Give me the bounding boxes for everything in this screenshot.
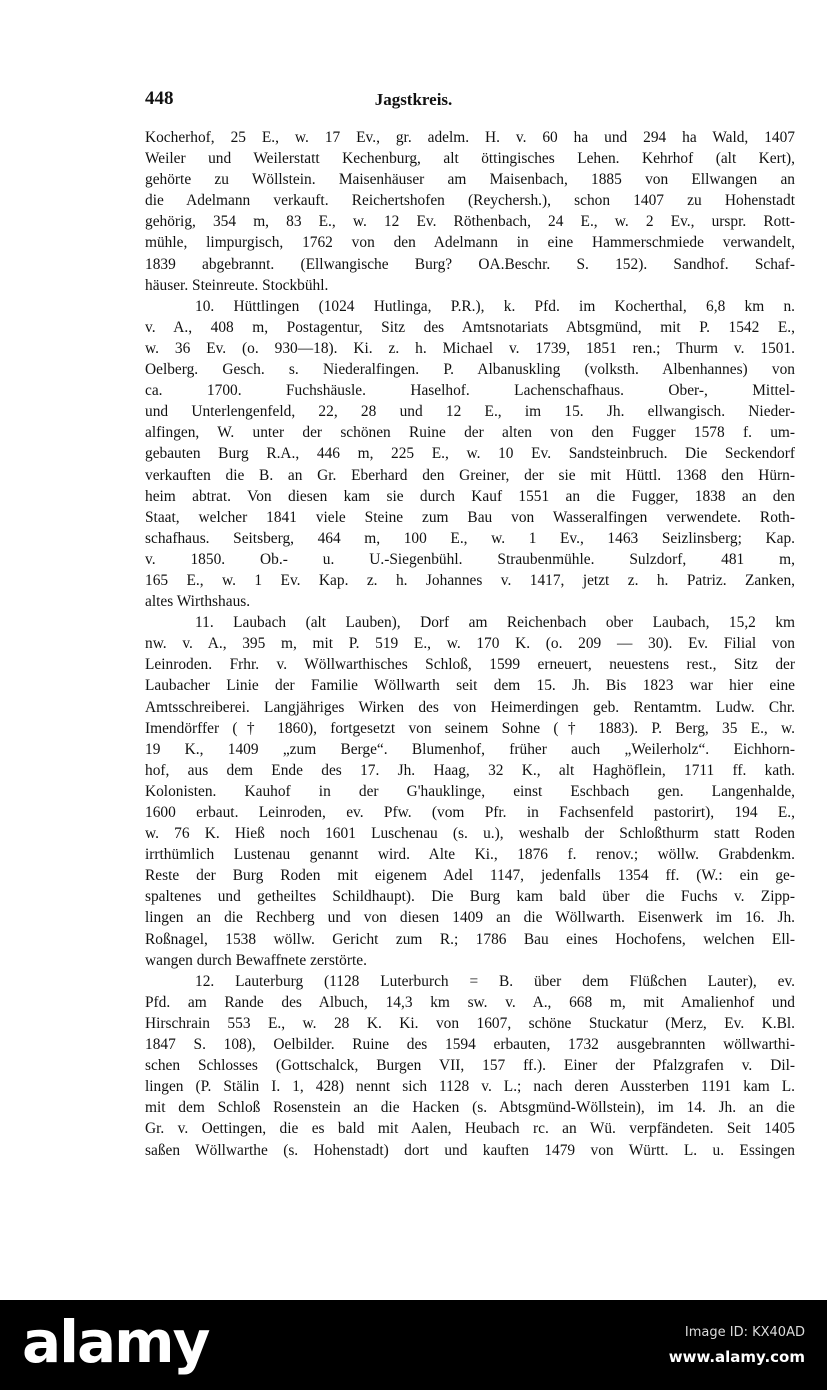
- text-line: Kocherhof, 25 E., w. 17 Ev., gr. adelm. H. v. 60 ha und 294 ha Wald, 1407: [145, 129, 795, 146]
- text-line: w. 76 K. Hieß noch 1601 Luschenau (s. u.), weshalb der Schloßthurm statt Roden: [145, 825, 795, 843]
- text-line: w. 36 Ev. (o. 930—18). Ki. z. h. Michael v. 1739, 1851 ren.; Thurm v. 1501.: [145, 339, 795, 357]
- body-text: [145, 127, 795, 1161]
- paragraph: [145, 127, 795, 296]
- text-line: Imendörffer († 1860), fortgesetzt von seinem Sohne († 1883). P. Berg, 35 E., w.: [145, 719, 795, 737]
- text-line: v. 1850. Ob.- u. U.-Siegenbühl. Straubenmühle. Sulzdorf, 481 m,: [145, 550, 795, 568]
- paragraph: [145, 971, 795, 1161]
- image-id-label: Image ID: KX40AD: [684, 1325, 805, 1340]
- page-number: 448: [145, 88, 174, 109]
- text-line: schafhaus. Seitsberg, 464 m, 100 E., w. 1 Ev., 1463 Seizlinsberg; Kap.: [145, 529, 795, 547]
- text-line: gehörig, 354 m, 83 E., w. 12 Ev. Röthenbach, 24 E., w. 2 Ev., urspr. Rott-: [145, 213, 795, 231]
- text-line: Pfd. am Rande des Albuch, 14,3 km sw. v. A., 668 m, mit Amalienhof und: [145, 993, 795, 1011]
- text-line: mit dem Schloß Rosenstein an die Hacken (s. Abtsgmünd-Wöllstein), im 14. Jh. an die: [145, 1099, 795, 1117]
- text-line: gebauten Burg R.A., 446 m, 225 E., w. 10 Ev. Sandsteinbruch. Die Seckendorf: [145, 445, 795, 463]
- text-line: Laubacher Linie der Familie Wöllwarth seit dem 15. Jh. Bis 1823 war hier eine: [145, 677, 795, 695]
- watermark-bar: [0, 1300, 827, 1390]
- text-line: lingen (P. Stälin I. 1, 428) nennt sich 1128 v. L.; nach deren Aussterben 1191 kam L.: [145, 1078, 795, 1096]
- text-line: 19 K., 1409 „zum Berge“. Blumenhof, früher auch „Weilerholz“. Eichhorn-: [145, 740, 795, 758]
- text-line: altes Wirthshaus.: [145, 593, 251, 611]
- text-line: Reste der Burg Roden mit eigenem Adel 1147, jedenfalls 1354 ff. (W.: ein ge-: [145, 867, 795, 885]
- text-line: hof, aus dem Ende des 17. Jh. Haag, 32 K., alt Haghöflein, 1711 ff. kath.: [145, 761, 795, 779]
- text-line: Staat, welcher 1841 viele Steine zum Bau von Wasseralfingen verwendete. Roth-: [145, 508, 795, 526]
- text-line: 11. Laubach (alt Lauben), Dorf am Reichenbach ober Laubach, 15,2 km: [195, 614, 795, 632]
- text-line: 1839 abgebrannt. (Ellwangische Burg? OA.Beschr. S. 152). Sandhof. Schaf-: [145, 255, 795, 273]
- paragraph: [145, 296, 795, 612]
- text-line: Leinroden. Frhr. v. Wöllwarthisches Schloß, 1599 erneuert, neuestens rest., Sitz der: [145, 656, 795, 674]
- text-line: saßen Wöllwarthe (s. Hohenstadt) dort und kauften 1479 von Württ. L. u. Essingen: [145, 1141, 795, 1159]
- text-line: Oelberg. Gesch. s. Niederalfingen. P. Albanuskling (volksth. Albenhannes) von: [145, 361, 795, 379]
- text-line: ca. 1700. Fuchshäusle. Haselhof. Lachenschafhaus. Ober-, Mittel-: [145, 382, 795, 400]
- text-line: Hirschrain 553 E., w. 28 K. Ki. von 1607, schöne Stuckatur (Merz, Ev. K.Bl.: [145, 1014, 795, 1032]
- alamy-logo: alamy: [22, 1308, 209, 1376]
- text-line: verkauften die B. an Gr. Eberhard den Greiner, der sie mit Hüttl. 1368 den Hürn-: [145, 466, 795, 484]
- text-line: alfingen, W. unter der schönen Ruine der alten von den Fugger 1578 f. um-: [145, 424, 795, 442]
- text-line: 1600 erbaut. Leinroden, ev. Pfw. (vom Pfr. in Fachsenfeld pastorirt), 194 E.,: [145, 804, 795, 821]
- text-line: schen Schlosses (Gottschalck, Burgen VII, 157 ff.). Einer der Pfalzgrafen v. Dil-: [145, 1057, 795, 1075]
- text-line: 165 E., w. 1 Ev. Kap. z. h. Johannes v. 1417, jetzt z. h. Patriz. Zanken,: [145, 571, 795, 589]
- paragraph: [145, 612, 795, 971]
- text-line: heim abtrat. Von diesen kam sie durch Kauf 1551 an die Fugger, 1838 an den: [145, 487, 795, 505]
- text-line: häuser. Steinreute. Stockbühl.: [145, 276, 329, 294]
- text-line: Amtsschreiberei. Langjähriges Wirken des von Heimerdingen geb. Rentamtm. Ludw. Chr.: [145, 698, 795, 716]
- text-line: Gr. v. Oettingen, die es bald mit Aalen, Heubach rc. an Wü. verpfändeten. Seit 1405: [145, 1120, 795, 1138]
- text-line: spaltenes und getheiltes Schildhaupt). Die Burg kam bald über die Fuchs v. Zipp-: [145, 888, 795, 906]
- text-line: und Unterlengenfeld, 22, 28 und 12 E., im 15. Jh. ellwangisch. Nieder-: [145, 403, 795, 421]
- site-url: www.alamy.com: [668, 1348, 805, 1366]
- text-line: Roßnagel, 1538 wöllw. Gericht zum R.; 1786 Bau eines Hochofens, welchen Ell-: [145, 930, 795, 948]
- running-title: Jagstkreis.: [374, 90, 453, 109]
- text-line: mühle, limpurgisch, 1762 von den Adelmann in eine Hammerschmiede verwandelt,: [145, 234, 795, 252]
- text-line: gehörte zu Wöllstein. Maisenhäuser am Maisenbach, 1885 von Ellwangen an: [145, 171, 795, 189]
- text-line: 12. Lauterburg (1128 Luterburch = B. über dem Flüßchen Lauter), ev.: [195, 972, 795, 990]
- text-line: die Adelmann verkauft. Reichertshofen (Reychersh.), schon 1407 zu Hohenstadt: [145, 192, 795, 210]
- text-line: wangen durch Bewaffnete zerstörte.: [145, 951, 367, 969]
- text-line: lingen an die Rechberg und von diesen 1409 an die Wöllwarth. Eisenwerk im 16. Jh.: [145, 909, 795, 927]
- text-line: Weiler und Weilerstatt Kechenburg, alt öttingisches Lehen. Kehrhof (alt Kert),: [145, 150, 795, 168]
- text-line: v. A., 408 m, Postagentur, Sitz des Amtsnotariats Abtsgmünd, mit P. 1542 E.,: [145, 318, 795, 336]
- text-line: Kolonisten. Kauhof in der G'hauklinge, einst Eschbach gen. Langenhalde,: [145, 782, 795, 800]
- text-line: 1847 S. 108), Oelbilder. Ruine des 1594 erbauten, 1732 ausgebrannten wöllwarthi-: [145, 1036, 795, 1054]
- text-line: nw. v. A., 395 m, mit P. 519 E., w. 170 K. (o. 209 — 30). Ev. Filial von: [145, 635, 795, 653]
- text-line: 10. Hüttlingen (1024 Hutlinga, P.R.), k. Pfd. im Kocherthal, 6,8 km n.: [195, 297, 795, 315]
- text-line: irrthümlich Lustenau genannt wird. Alte Ki., 1876 f. renov.; wöllw. Grabdenkm.: [145, 846, 795, 864]
